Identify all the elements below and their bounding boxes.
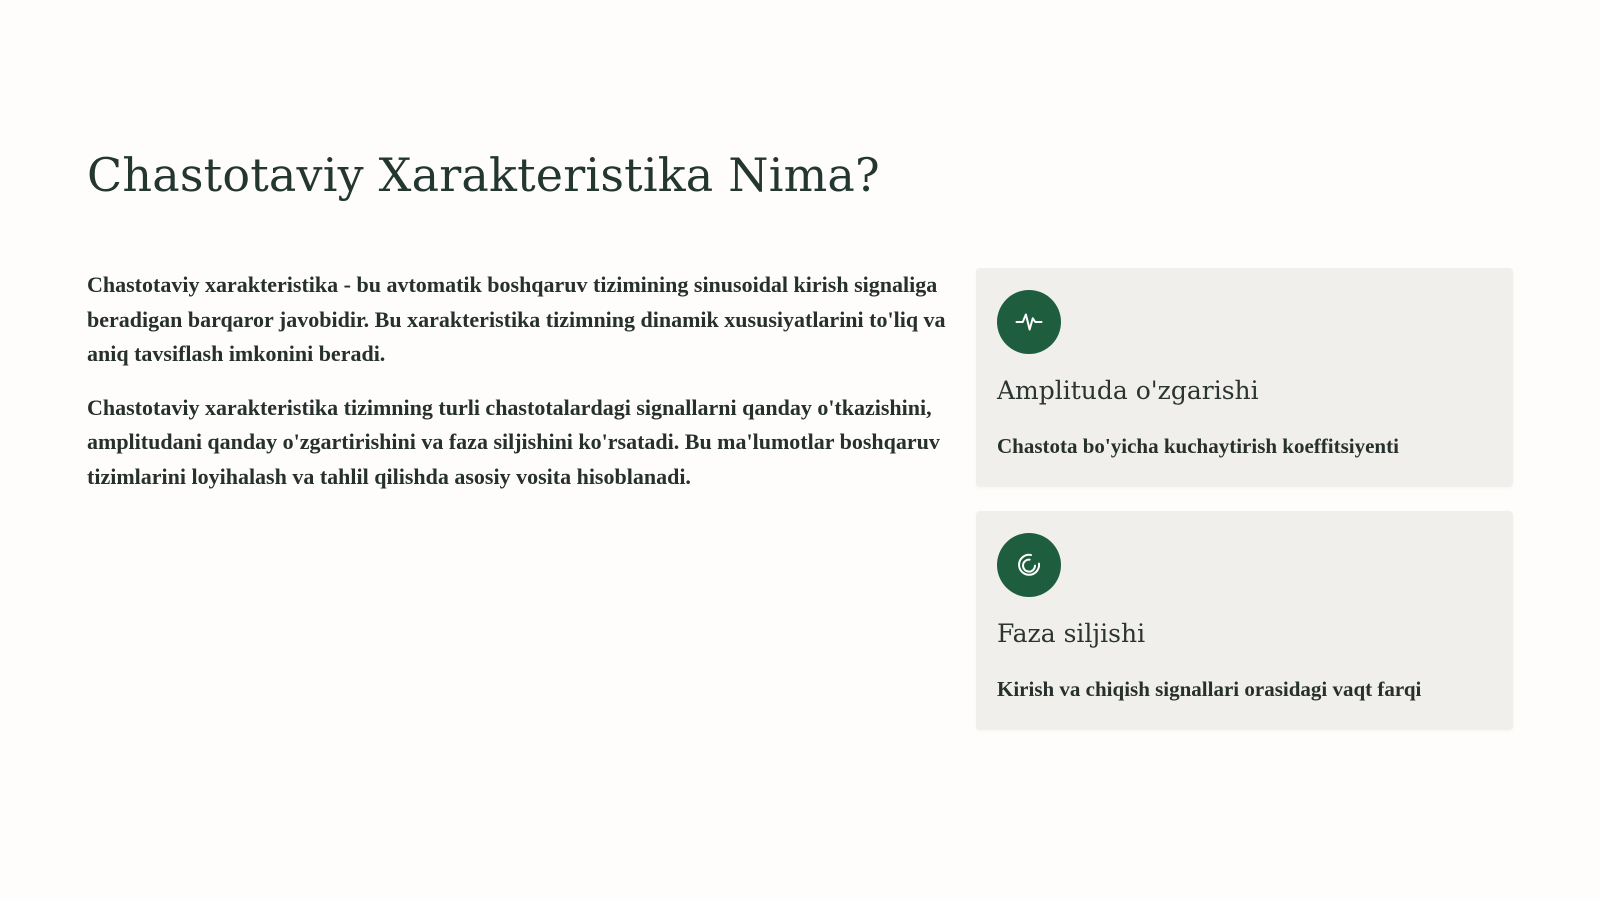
card-title-amplitude: Amplituda o'zgarishi: [997, 376, 1259, 405]
rotate-cycle-icon: [997, 533, 1061, 597]
card-description-phase: Kirish va chiqish signallari orasidagi vaqt farqi: [997, 677, 1422, 701]
card-phase: [976, 511, 1513, 730]
card-description-amplitude: Chastota bo'yicha kuchaytirish koeffitsiyenti: [997, 434, 1399, 458]
card-amplitude: [976, 268, 1513, 487]
slide-title: Chastotaviy Xarakteristika Nima?: [87, 148, 880, 202]
paragraph-definition: Chastotaviy xarakteristika - bu avtomatik boshqaruv tizimining sinusoidal kirish signaliga beradigan barqaror javobidir. Bu xarakteristika tizimning dinamik xususiyatlarini to'liq va aniq tavsiflash imkonini beradi.: [87, 272, 946, 366]
paragraph-explanation: Chastotaviy xarakteristika tizimning turli chastotalardagi signallarni qanday o'tkazishini, amplitudani qanday o'zgartirishini va faza siljishini ko'rsatadi. Bu ma'lumotlar boshqaruv tizimlarini loyihalash va tahlil qilishda asosiy vosita hisoblanadi.: [87, 394, 940, 489]
intro-text: [87, 268, 947, 513]
card-title-phase: Faza siljishi: [997, 619, 1146, 648]
activity-pulse-icon: [997, 290, 1061, 354]
